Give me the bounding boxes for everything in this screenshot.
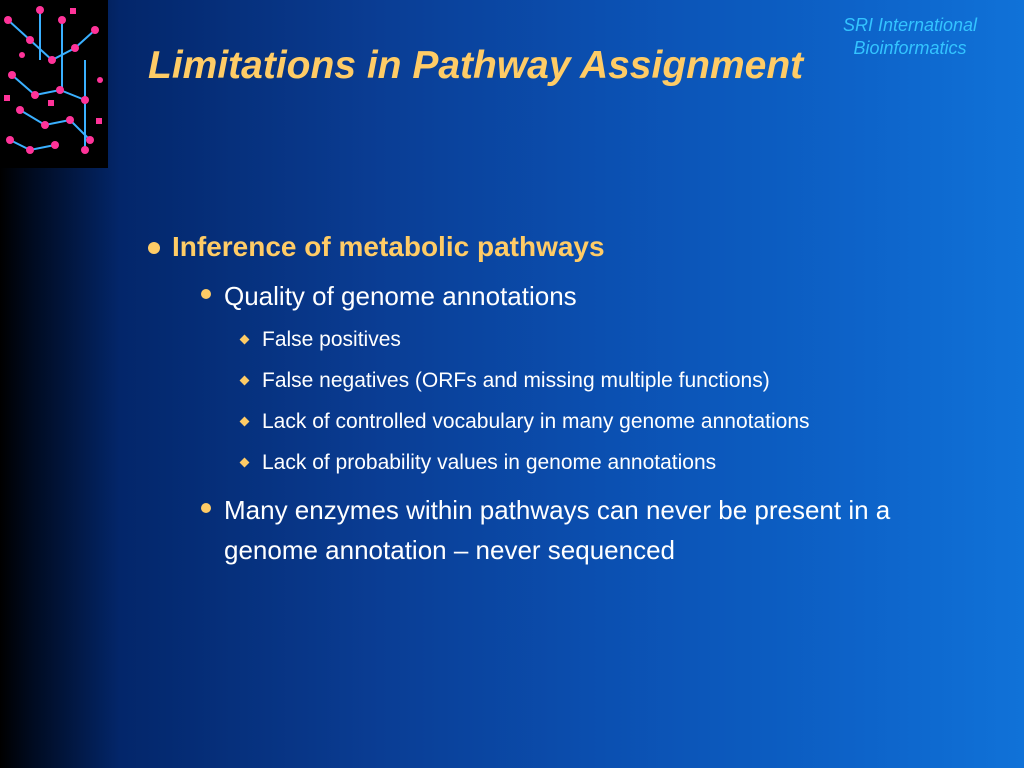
bullet-dot-icon [201,503,211,513]
organization-line-2: Bioinformatics [853,38,967,58]
bullet-level3-text: False negatives (ORFs and missing multiple functions) [262,369,770,392]
bullet-level2-text: Quality of genome annotations [224,281,577,311]
bullet-level3-text: Lack of controlled vocabulary in many genome annotations [262,410,810,433]
diamond-bullet-icon [240,335,249,344]
diamond-bullet-icon [240,458,249,467]
bullet-dot-icon [148,242,160,254]
bullet-level3-text: False positives [262,328,401,351]
diamond-bullet-icon [240,376,249,385]
organization-line-1: SRI International [842,15,978,35]
bullet-dot-icon [201,289,211,299]
slide-title: Limitations in Pathway Assignment [148,44,804,87]
bullet-level1-text: Inference of metabolic pathways [172,231,605,262]
diamond-bullet-icon [240,417,249,426]
bullet-level3-text: Lack of probability values in genome annotations [262,451,717,474]
bullet-level2-text: Many enzymes within pathways can never be present in a genome annotation – never sequenced [224,495,891,565]
